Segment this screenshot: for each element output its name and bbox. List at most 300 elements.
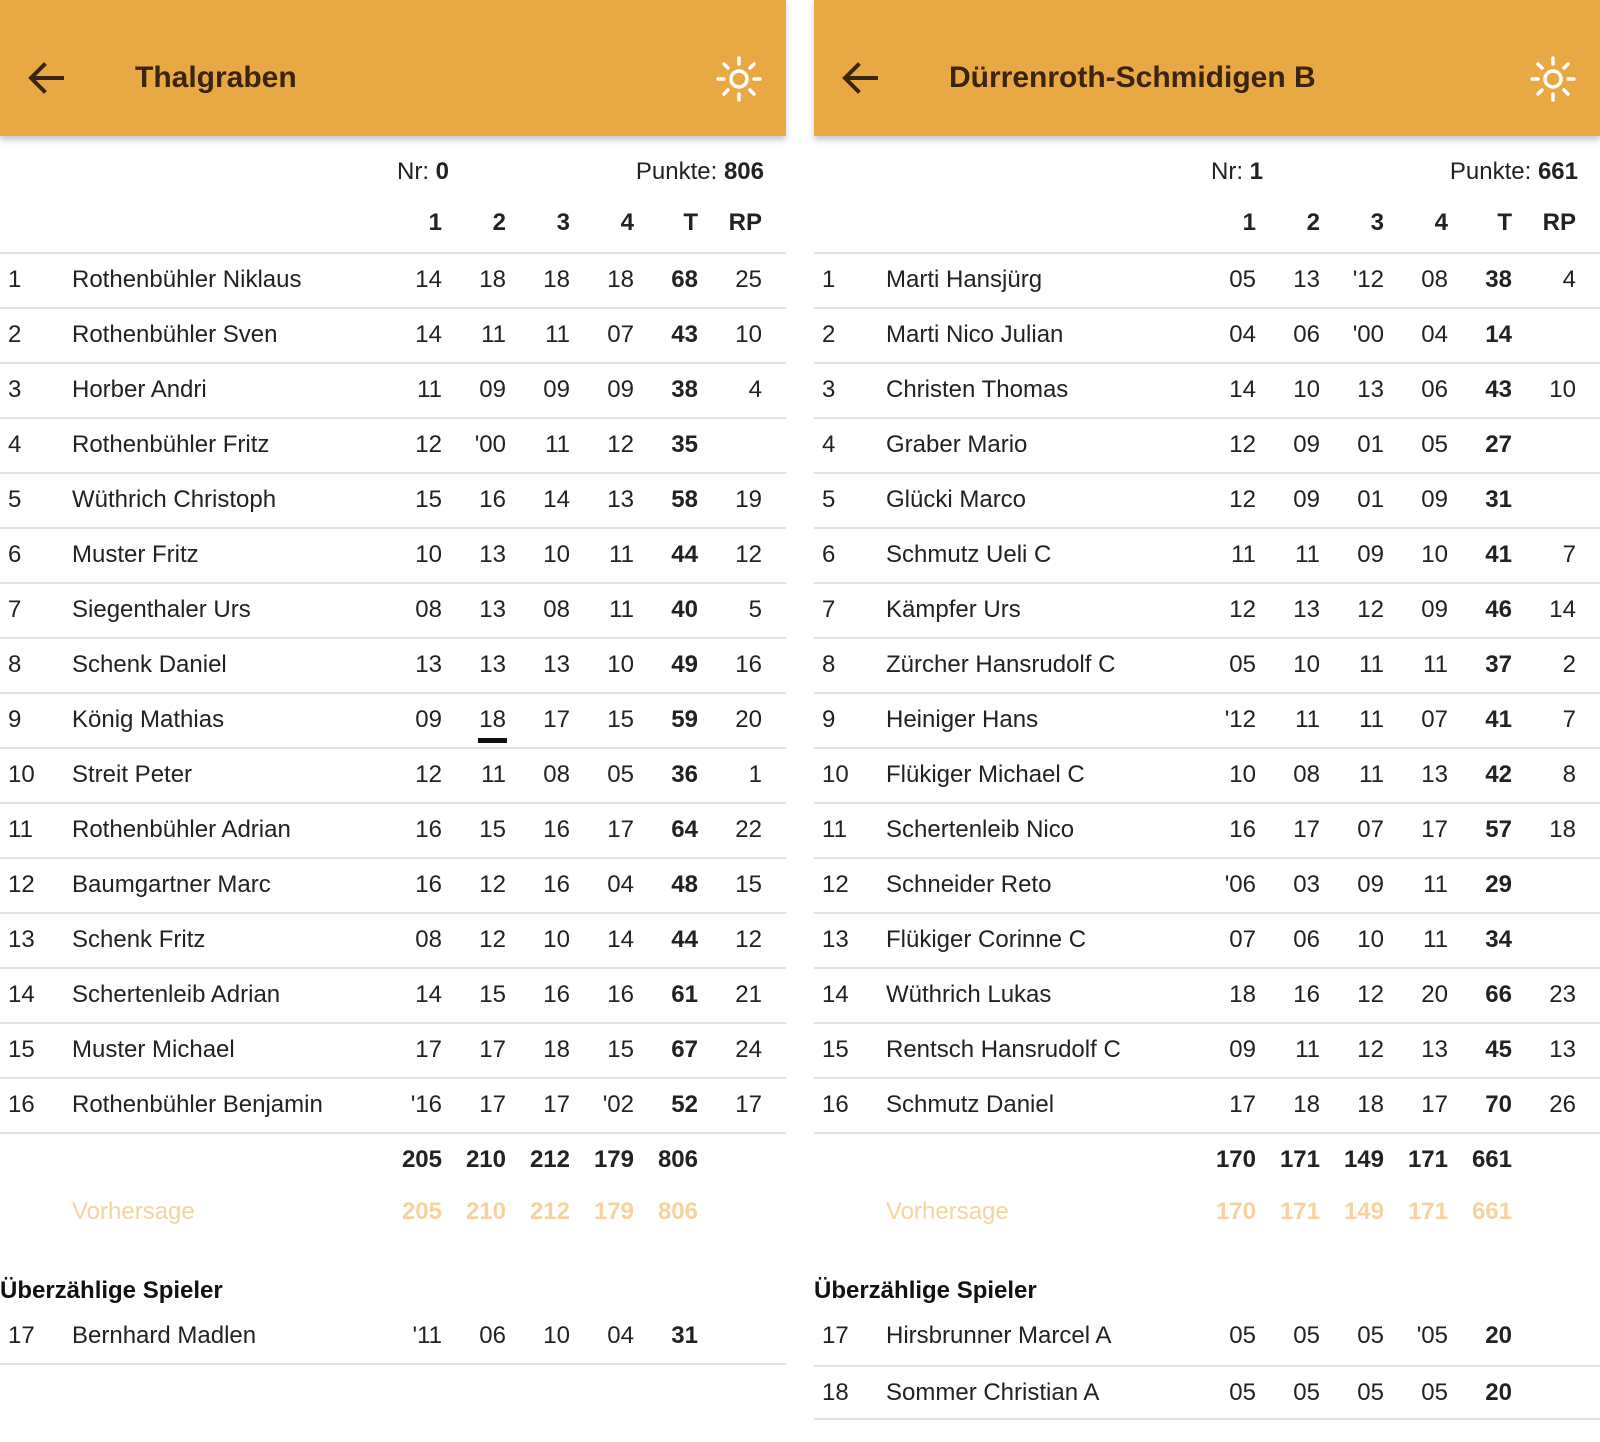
table-row[interactable] <box>814 637 1600 692</box>
score-s3: 17 <box>543 1091 570 1118</box>
score-s1: 12 <box>1229 486 1256 513</box>
player-number: 13 <box>822 926 849 953</box>
arrow-left-icon[interactable] <box>26 58 66 98</box>
score-t: 37 <box>1485 651 1512 678</box>
player-number: 8 <box>8 651 22 678</box>
score-s4: 05 <box>607 761 634 788</box>
score-t: 64 <box>671 816 698 843</box>
score-s1: 10 <box>415 541 442 568</box>
total-s4: 179 <box>593 1146 634 1173</box>
player-table <box>0 252 786 1132</box>
total-s2: 210 <box>465 1146 506 1173</box>
total-s4: 171 <box>1407 1146 1448 1173</box>
score-s1: 11 <box>417 376 442 403</box>
score-s2: 09 <box>1293 431 1320 458</box>
player-number: 6 <box>822 541 836 568</box>
player-number: 17 <box>8 1322 35 1349</box>
score-s3: 09 <box>1357 871 1384 898</box>
score-s2: 11 <box>1295 706 1320 733</box>
score-s3: 11 <box>1359 761 1384 788</box>
prediction-s4: 179 <box>593 1198 634 1225</box>
table-row[interactable] <box>814 527 1600 582</box>
score-s4: 09 <box>1421 596 1448 623</box>
column-header-2: 2 <box>1306 209 1320 236</box>
table-row[interactable] <box>0 472 786 527</box>
total-t: 806 <box>657 1146 698 1173</box>
prediction-s3: 212 <box>529 1198 570 1225</box>
right-team-panel <box>814 0 1600 1442</box>
column-header-3: 3 <box>556 209 570 236</box>
player-table <box>814 252 1600 1132</box>
score-s1: 14 <box>415 981 442 1008</box>
score-s4: 17 <box>1421 816 1448 843</box>
player-number: 12 <box>8 871 35 898</box>
score-s3: 08 <box>543 596 570 623</box>
score-s1: 07 <box>1229 926 1256 953</box>
player-name: Horber Andri <box>72 376 207 403</box>
score-s1: 13 <box>415 651 442 678</box>
table-row[interactable] <box>814 747 1600 802</box>
score-t: 38 <box>1485 266 1512 293</box>
score-s3: 12 <box>1357 981 1384 1008</box>
score-s4: 11 <box>609 596 634 623</box>
score-rp: 15 <box>735 871 762 898</box>
score-s3: 09 <box>1357 541 1384 568</box>
score-rp: 24 <box>735 1036 762 1063</box>
score-rp: 18 <box>1549 816 1576 843</box>
table-row[interactable] <box>0 747 786 802</box>
player-name: Rothenbühler Niklaus <box>72 266 302 293</box>
column-header-5: T <box>683 209 698 236</box>
score-s4: 15 <box>607 706 634 733</box>
score-s2: 15 <box>479 981 506 1008</box>
column-header-4: 4 <box>1434 209 1448 236</box>
player-number: 10 <box>8 761 35 788</box>
score-rp: 4 <box>1562 266 1576 293</box>
player-name: Rothenbühler Adrian <box>72 816 291 843</box>
score-s1: 09 <box>415 706 442 733</box>
score-s4: 07 <box>607 321 634 348</box>
player-number: 3 <box>8 376 22 403</box>
player-number: 11 <box>8 816 33 843</box>
player-name: Schneider Reto <box>886 871 1052 898</box>
score-s2: 09 <box>1293 486 1320 513</box>
table-row[interactable] <box>814 417 1600 472</box>
player-number: 4 <box>8 431 22 458</box>
player-number: 6 <box>8 541 22 568</box>
score-s3: 14 <box>543 486 570 513</box>
score-rp: 20 <box>735 706 762 733</box>
column-header-3: 3 <box>1370 209 1384 236</box>
score-s2: 16 <box>1293 981 1320 1008</box>
score-s3: 12 <box>1357 596 1384 623</box>
player-name: Streit Peter <box>72 761 193 788</box>
table-row[interactable] <box>0 637 786 692</box>
score-s3: 05 <box>1357 1379 1384 1406</box>
player-number: 1 <box>8 266 22 293</box>
score-s2: 06 <box>479 1322 506 1349</box>
score-s2: 03 <box>1293 871 1320 898</box>
player-name: Wüthrich Christoph <box>72 486 277 513</box>
score-t: 67 <box>671 1036 698 1063</box>
score-s4: 17 <box>607 816 634 843</box>
score-rp: 12 <box>735 926 762 953</box>
score-s3: 10 <box>543 1322 570 1349</box>
score-s3: 09 <box>543 376 570 403</box>
table-row[interactable] <box>814 912 1600 967</box>
player-name: Rentsch Hansrudolf C <box>886 1036 1121 1063</box>
score-rp: 4 <box>748 376 762 403</box>
score-t: 41 <box>1485 541 1512 568</box>
table-row[interactable] <box>0 1077 786 1132</box>
score-t: 57 <box>1485 816 1512 843</box>
score-t: 35 <box>671 431 698 458</box>
score-s2: 11 <box>481 321 506 348</box>
table-row[interactable] <box>814 692 1600 747</box>
score-t: 44 <box>671 541 698 568</box>
column-header-1: 1 <box>428 209 442 236</box>
score-s2: 17 <box>479 1036 506 1063</box>
score-s3: '00 <box>1352 321 1384 348</box>
score-s4: '02 <box>602 1091 634 1118</box>
sun-icon[interactable] <box>716 56 762 102</box>
table-row[interactable] <box>0 1022 786 1077</box>
score-s4: 10 <box>1421 541 1448 568</box>
player-number: 9 <box>822 706 836 733</box>
score-t: 46 <box>1485 596 1512 623</box>
player-number: 18 <box>822 1379 849 1406</box>
score-s1: '11 <box>412 1322 442 1349</box>
player-number: 13 <box>8 926 35 953</box>
nr-value: 0 <box>435 158 450 185</box>
extra-players-table <box>814 1310 1600 1420</box>
player-name: Sommer Christian A <box>886 1379 1100 1406</box>
score-t: 59 <box>671 706 698 733</box>
player-name: Zürcher Hansrudolf C <box>886 651 1116 678</box>
score-t: 52 <box>671 1091 698 1118</box>
score-s4: '05 <box>1416 1322 1448 1349</box>
nr-label: Nr: <box>1211 158 1243 185</box>
score-s3: 11 <box>1359 706 1384 733</box>
table-row[interactable] <box>0 857 786 912</box>
score-s3: 17 <box>543 706 570 733</box>
score-s4: 11 <box>609 541 634 568</box>
score-s2: 13 <box>1293 266 1320 293</box>
score-s3: 13 <box>1357 376 1384 403</box>
score-s3: 05 <box>1357 1322 1384 1349</box>
score-s2: 17 <box>1293 816 1320 843</box>
column-headers <box>814 206 1600 240</box>
column-header-5: T <box>1497 209 1512 236</box>
table-row[interactable] <box>814 967 1600 1022</box>
table-row[interactable] <box>814 1077 1600 1132</box>
player-number: 15 <box>8 1036 35 1063</box>
score-s1: 17 <box>1229 1091 1256 1118</box>
score-t: 49 <box>671 651 698 678</box>
score-s4: 05 <box>1421 431 1448 458</box>
player-number: 16 <box>8 1091 35 1118</box>
prediction-label: Vorhersage <box>72 1198 195 1225</box>
score-s2: 16 <box>479 486 506 513</box>
score-t: 43 <box>1485 376 1512 403</box>
score-rp: 12 <box>735 541 762 568</box>
score-s4: 06 <box>1421 376 1448 403</box>
score-s2: 11 <box>481 761 506 788</box>
score-t: 44 <box>671 926 698 953</box>
prediction-s1: 205 <box>401 1198 442 1225</box>
player-name: Christen Thomas <box>886 376 1069 403</box>
score-s3: 01 <box>1357 431 1384 458</box>
score-s1: '12 <box>1224 706 1256 733</box>
table-row[interactable] <box>814 307 1600 362</box>
app-bar <box>0 0 786 136</box>
score-rp: 2 <box>1562 651 1576 678</box>
score-rp: 26 <box>1549 1091 1576 1118</box>
score-s3: 08 <box>543 761 570 788</box>
score-t: 27 <box>1485 431 1512 458</box>
score-rp: 10 <box>735 321 762 348</box>
score-s3: 12 <box>1357 1036 1384 1063</box>
score-s3: 16 <box>543 871 570 898</box>
extra-players-title: Überzählige Spieler <box>0 1277 223 1304</box>
player-name: Rothenbühler Sven <box>72 321 278 348</box>
table-row[interactable] <box>0 362 786 417</box>
team-points <box>1450 155 1578 189</box>
score-s1: 09 <box>1229 1036 1256 1063</box>
table-row[interactable] <box>814 802 1600 857</box>
table-row[interactable] <box>814 857 1600 912</box>
score-s1: 17 <box>415 1036 442 1063</box>
points-label: Punkte: <box>1449 158 1532 185</box>
score-rp: 7 <box>1562 541 1576 568</box>
table-row[interactable] <box>814 362 1600 417</box>
score-s1: 05 <box>1229 266 1256 293</box>
player-number: 3 <box>822 376 836 403</box>
score-s3: 01 <box>1357 486 1384 513</box>
score-s4: 16 <box>607 981 634 1008</box>
score-s2: 10 <box>1293 376 1320 403</box>
score-s4: 09 <box>1421 486 1448 513</box>
score-rp: 10 <box>1549 376 1576 403</box>
score-s2: '00 <box>474 431 506 458</box>
player-name: Heiniger Hans <box>886 706 1039 733</box>
player-name: Baumgartner Marc <box>72 871 271 898</box>
score-s1: 08 <box>415 596 442 623</box>
score-s4: 04 <box>607 871 634 898</box>
score-t: 66 <box>1485 981 1512 1008</box>
player-name: Muster Michael <box>72 1036 235 1063</box>
total-s3: 212 <box>529 1146 570 1173</box>
player-number: 15 <box>822 1036 849 1063</box>
score-s4: 18 <box>607 266 634 293</box>
player-name: Marti Hansjürg <box>886 266 1043 293</box>
app-bar <box>814 0 1600 136</box>
score-s1: 14 <box>415 266 442 293</box>
table-row[interactable] <box>814 252 1600 307</box>
nr-label: Nr: <box>397 158 429 185</box>
score-s2: 06 <box>1293 926 1320 953</box>
prediction-s1: 170 <box>1215 1198 1256 1225</box>
score-t: 36 <box>671 761 698 788</box>
column-header-6: RP <box>728 209 762 236</box>
score-s4: 11 <box>1423 926 1448 953</box>
player-name: Siegenthaler Urs <box>72 596 251 623</box>
score-s4: 13 <box>607 486 634 513</box>
table-row[interactable] <box>0 692 786 747</box>
player-number: 11 <box>822 816 847 843</box>
team-number <box>397 155 449 189</box>
player-number: 17 <box>822 1322 849 1349</box>
score-s3: 18 <box>543 266 570 293</box>
player-number: 8 <box>822 651 836 678</box>
player-number: 1 <box>822 266 836 293</box>
table-row[interactable] <box>0 417 786 472</box>
score-t: 61 <box>671 981 698 1008</box>
score-s2: 08 <box>1293 761 1320 788</box>
score-s2: 13 <box>1293 596 1320 623</box>
score-s1: 18 <box>1229 981 1256 1008</box>
player-number: 7 <box>8 596 22 623</box>
score-s1: 05 <box>1229 1322 1256 1349</box>
player-name: Glücki Marco <box>886 486 1027 513</box>
table-row[interactable] <box>0 307 786 362</box>
score-s3: 07 <box>1357 816 1384 843</box>
score-s2: 10 <box>1293 651 1320 678</box>
score-t: 43 <box>671 321 698 348</box>
score-s1: 14 <box>415 321 442 348</box>
score-s3: 10 <box>543 926 570 953</box>
score-s4: 08 <box>1421 266 1448 293</box>
score-rp: 17 <box>735 1091 762 1118</box>
score-s4: 14 <box>607 926 634 953</box>
column-header-2: 2 <box>492 209 506 236</box>
points-label: Punkte: <box>635 158 718 185</box>
table-row[interactable] <box>814 1022 1600 1077</box>
score-t: 14 <box>1485 321 1512 348</box>
table-row[interactable] <box>0 252 786 307</box>
player-name: Marti Nico Julian <box>886 321 1064 348</box>
table-row[interactable] <box>814 582 1600 637</box>
score-rp: 25 <box>735 266 762 293</box>
prediction-row <box>814 1186 1600 1236</box>
player-name: Schmutz Ueli C <box>886 541 1052 568</box>
table-row[interactable] <box>0 967 786 1022</box>
score-t: 40 <box>671 596 698 623</box>
team-title: Thalgraben <box>135 61 297 94</box>
points-value: 661 <box>1537 158 1578 185</box>
total-t: 661 <box>1471 1146 1512 1173</box>
prediction-s2: 171 <box>1279 1198 1320 1225</box>
total-s1: 170 <box>1215 1146 1256 1173</box>
score-s3: 18 <box>543 1036 570 1063</box>
score-s2: 13 <box>479 596 506 623</box>
player-name: Wüthrich Lukas <box>886 981 1052 1008</box>
player-name: Rothenbühler Benjamin <box>72 1091 323 1118</box>
score-t: 41 <box>1485 706 1512 733</box>
table-row[interactable] <box>0 912 786 967</box>
player-number: 12 <box>822 871 849 898</box>
player-name: König Mathias <box>72 706 225 733</box>
player-number: 10 <box>822 761 849 788</box>
score-s1: 04 <box>1229 321 1256 348</box>
score-rp: 13 <box>1549 1036 1576 1063</box>
extra-players-table <box>0 1310 786 1365</box>
player-name: Flükiger Michael C <box>886 761 1085 788</box>
score-s3: 10 <box>543 541 570 568</box>
score-s1: 16 <box>1229 816 1256 843</box>
player-number: 14 <box>8 981 35 1008</box>
extra-players-title: Überzählige Spieler <box>814 1277 1037 1304</box>
player-name: Rothenbühler Fritz <box>72 431 270 458</box>
score-rp: 5 <box>748 596 762 623</box>
totals-row <box>814 1132 1600 1184</box>
sun-icon[interactable] <box>1530 56 1576 102</box>
score-s2: 11 <box>1295 541 1320 568</box>
score-s2: 18 <box>1293 1091 1320 1118</box>
score-s1: 10 <box>1229 761 1256 788</box>
player-name: Flükiger Corinne C <box>886 926 1087 953</box>
score-s1: 16 <box>415 871 442 898</box>
score-s4: 04 <box>607 1322 634 1349</box>
score-s4: 15 <box>607 1036 634 1063</box>
table-row[interactable] <box>0 582 786 637</box>
player-number: 2 <box>822 321 836 348</box>
score-t: 70 <box>1485 1091 1512 1118</box>
score-t: 58 <box>671 486 698 513</box>
score-s3: 11 <box>545 321 570 348</box>
score-s1: 12 <box>1229 596 1256 623</box>
score-s2: 15 <box>479 816 506 843</box>
score-t: 38 <box>671 376 698 403</box>
table-row[interactable] <box>814 1365 1600 1420</box>
table-row[interactable] <box>0 802 786 857</box>
arrow-left-icon[interactable] <box>840 58 880 98</box>
player-name: Muster Fritz <box>72 541 199 568</box>
score-s1: 05 <box>1229 1379 1256 1406</box>
score-s2: 09 <box>479 376 506 403</box>
column-headers <box>0 206 786 240</box>
score-s3: 11 <box>1359 651 1384 678</box>
player-name: Bernhard Madlen <box>72 1322 257 1349</box>
player-name: Graber Mario <box>886 431 1028 458</box>
score-rp: 14 <box>1549 596 1576 623</box>
score-rp: 8 <box>1562 761 1576 788</box>
score-rp: 22 <box>735 816 762 843</box>
player-number: 4 <box>822 431 836 458</box>
player-name: Schenk Daniel <box>72 651 227 678</box>
table-row[interactable] <box>814 472 1600 527</box>
table-row[interactable] <box>0 1310 786 1365</box>
total-s3: 149 <box>1343 1146 1384 1173</box>
table-row[interactable] <box>0 527 786 582</box>
score-s4: 11 <box>1423 871 1448 898</box>
score-s4: 09 <box>607 376 634 403</box>
score-rp: 16 <box>735 651 762 678</box>
score-s4: 20 <box>1421 981 1448 1008</box>
score-t: 42 <box>1485 761 1512 788</box>
score-s1: '16 <box>410 1091 442 1118</box>
score-s4: 11 <box>1423 651 1448 678</box>
table-row[interactable] <box>814 1310 1600 1365</box>
score-s2: 11 <box>1295 1036 1320 1063</box>
score-s4: 13 <box>1421 1036 1448 1063</box>
player-number: 14 <box>822 981 849 1008</box>
player-number: 2 <box>8 321 22 348</box>
left-team-panel <box>0 0 786 1442</box>
score-s2: 13 <box>479 541 506 568</box>
score-s1: 08 <box>415 926 442 953</box>
score-s3: 16 <box>543 981 570 1008</box>
